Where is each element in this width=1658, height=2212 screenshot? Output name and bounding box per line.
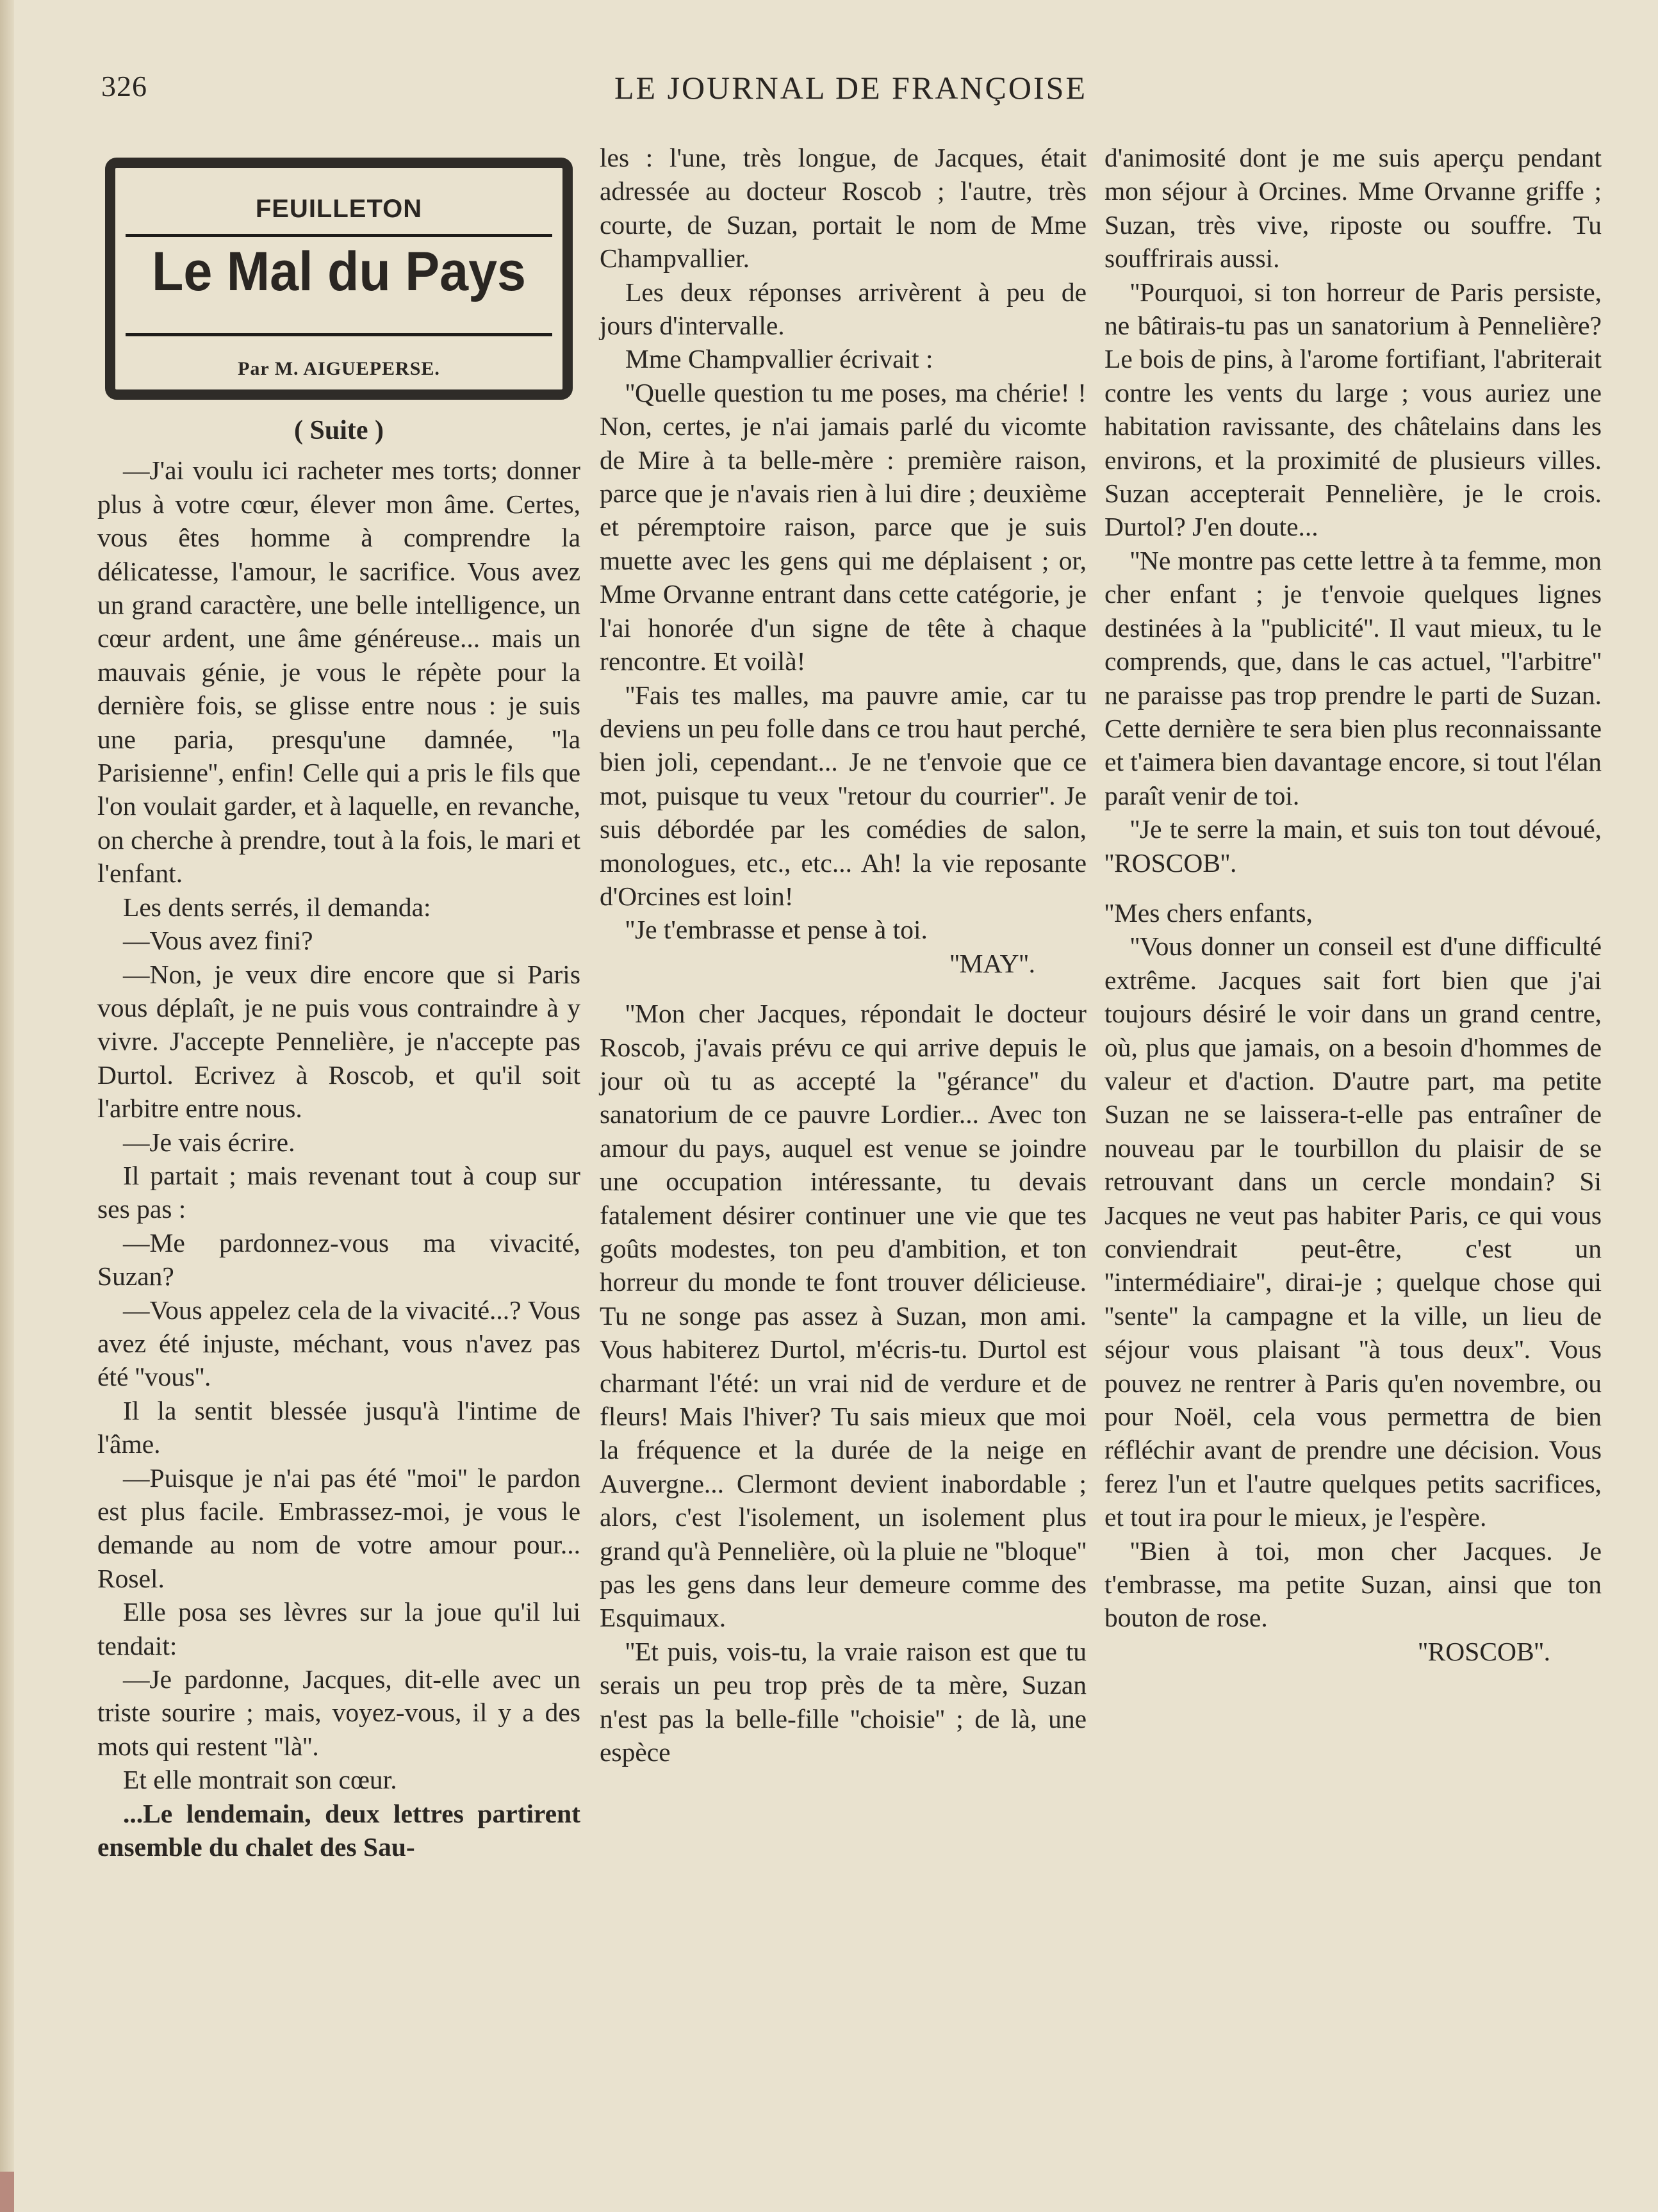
paragraph: Les dents serrés, il demanda: bbox=[123, 892, 431, 922]
paragraph: ''Bien à toi, mon cher Jacques. Je t'embrasse, ma petite Suzan, ainsi que ton bouton de rose. bbox=[1104, 1536, 1602, 1633]
page-header bbox=[101, 69, 1600, 114]
paragraph: ''Quelle question tu me poses, ma chérie! ! Non, certes, je n'ai jamais parlé du vicomte de Mire à ta belle-mère : première raison, parce que je n'avais rien à lui dire ; deuxième et péremptoire raison, parce que je suis muette avec les gens qui me déplaisent ; or, Mme Orvanne entrant dans cette catégorie, je l'ai honorée d'un signe de tête à chaque rencontre. Et voilà! bbox=[600, 377, 1087, 676]
paragraph: ''Vous donner un conseil est d'une difficulté extrême. Jacques sait fort bien que j'ai toujours désiré le voir dans un grand centre, où, plus que jamais, on a besoin d'hommes de valeur et d'action. D'autre part, ma petite Suzan ne se laissera-t-elle pas entraîner de nouveau par le tourbillon du plaisir de se retrouvant dans un cercle mondain? Si Jacques ne veut pas habiter Paris, ce qui vous conviendrait peut-être, c'est un ''intermédiaire'', dirai-je ; quelque chose qui ''sente'' la campagne et la ville, un lieu de séjour vous plaisant ''à tous deux''. Vous pouvez ne rentrer à Paris qu'en novembre, ou pour Noël, cela vous permettra de bien réfléchir avant de prendre une décision. Vous ferez l'un et l'autre quelques petits sacrifices, et tout ira pour le mieux, je l'espère. bbox=[1104, 931, 1602, 1532]
paragraph: Elle posa ses lèvres sur la joue qu'il lui tendait: bbox=[97, 1597, 580, 1660]
paragraph: ''Mes chers enfants, bbox=[1104, 897, 1313, 928]
feuilleton-rule-bottom bbox=[126, 333, 552, 336]
feuilleton-author: Par M. AIGUEPERSE. bbox=[238, 358, 440, 379]
paragraph: ...Le lendemain, deux lettres partirent ensemble du chalet des Sau- bbox=[97, 1798, 580, 1862]
paragraph: ''Mon cher Jacques, répondait le docteur Roscob, j'avais prévu ce qui arrive depuis le jour où tu as accepté la ''gérance'' du sanatorium de ce pauvre Lordier... Avec ton amour du pays, auquel est venue se joindre une occupation intéressante, tu devais fatalement désirer continuer une vie que tes goûts modestes, ton peu d'ambition, et ton horreur du monde te font trouver délicieuse. Tu ne songe pas assez à Suzan, mon ami. Vous habiterez Durtol, m'écris-tu. Durtol est charmant l'été: un vrai nid de verdure et de fleurs! Mais l'hiver? Tu sais mieux que moi la fréquence et la durée de la neige en Auvergne... Clermont devient inabordable ; alors, c'est l'isolement, un isolement plus grand qu'à Pennelière, où la pluie ne ''bloque'' pas les gens dans leur demeure comme des Esquimaux. bbox=[600, 999, 1087, 1633]
paragraph: Les deux réponses arrivèrent à peu de jours d'intervalle. bbox=[600, 277, 1087, 341]
feuilleton-label: FEUILLETON bbox=[255, 195, 423, 223]
paragraph: ''Pourquoi, si ton horreur de Paris persiste, ne bâtirais-tu pas un sanatorium à Pennelière? Le bois de pins, à l'arome fortifiant, l'abriterait contre les vents du large ; vous auriez une habitation ravissante, des châtelains dans les environs, et la proximité de plusieurs villes. Suzan accepterait Pennelière, je le crois. Durtol? J'en doute... bbox=[1104, 277, 1602, 542]
suite-label: ( Suite ) bbox=[294, 416, 384, 445]
paragraph: ''Fais tes malles, ma pauvre amie, car tu deviens un peu folle dans ce trou haut perché, bien joli, cependant... Je ne t'envoie que ce mot, puisque tu veux ''retour du courrier''. Je suis débordée par les comédies de salon, monologues, etc., etc... Ah! la vie reposante d'Orcines est loin! bbox=[600, 680, 1087, 911]
paragraph: ''Et puis, vois-tu, la vraie raison est que tu serais un peu trop près de ta mère, Suzan n'est pas la belle-fille ''choisie'' ; de là, une espèce bbox=[600, 1636, 1087, 1767]
paragraph: Et elle montrait son cœur. bbox=[123, 1765, 397, 1795]
page-number: 326 bbox=[101, 70, 147, 102]
paragraph: —Vous avez fini? bbox=[123, 926, 313, 956]
column-1 bbox=[97, 141, 580, 1864]
paragraph: —Je vais écrire. bbox=[123, 1127, 295, 1157]
page-edge bbox=[0, 0, 14, 2212]
paragraph: —Me pardonnez-vous ma vivacité, Suzan? bbox=[97, 1227, 580, 1291]
signature: ''MAY''. bbox=[949, 948, 1035, 978]
paragraph: ''Ne montre pas cette lettre à ta femme, mon cher enfant ; je t'envoie quelques lignes destinées à la ''publicité''. Il vaut mieux, tu le comprends, que, dans le cas actuel, ''l'arbitre'' ne paraisse pas trop prendre le parti de Suzan. Cette dernière te sera bien plus reconnaissante et t'aimera bien davantage encore, si tout l'élan paraît venir de toi. bbox=[1104, 545, 1602, 810]
paragraph: ''Je te serre la main, et suis ton tout dévoué, ''ROSCOB''. bbox=[1104, 814, 1602, 878]
feuilleton-title: Le Mal du Pays bbox=[151, 241, 527, 302]
paragraph: —Je pardonne, Jacques, dit-elle avec un triste sourire ; mais, voyez-vous, il y a des mots qui restent ''là''. bbox=[97, 1664, 580, 1761]
journal-title: LE JOURNAL DE FRANÇOISE bbox=[614, 70, 1087, 106]
feuilleton-rule-top bbox=[126, 234, 552, 237]
paragraph: les : l'une, très longue, de Jacques, était adressée au docteur Roscob ; l'autre, très courte, de Suzan, portait le nom de Mme Champvallier. bbox=[600, 143, 1087, 274]
paragraph: Il partait ; mais revenant tout à coup sur ses pas : bbox=[97, 1160, 580, 1224]
signature: ''ROSCOB''. bbox=[1418, 1636, 1550, 1666]
paragraph: —J'ai voulu ici racheter mes torts; donner plus à votre cœur, élever mon âme. Certes, vous êtes homme à comprendre la délicatesse, l'amour, le sacrifice. Vous avez un grand caractère, une belle intelligence, un cœur ardent, une âme généreuse... mais un mauvais génie, je vous le répète pour la dernière fois, se glisse entre nous : je suis une paria, presqu'une damnée, ''la Parisienne'', enfin! Celle qui a pris le fils que l'on voulait garder, et à laquelle, en revanche, on cherche à prendre, tout à la fois, le mari et l'enfant. bbox=[97, 455, 580, 889]
column-2 bbox=[600, 141, 1087, 1769]
feuilleton-box bbox=[97, 147, 580, 410]
column-3 bbox=[1104, 141, 1602, 1668]
paragraph: —Puisque je n'ai pas été ''moi'' le pardon est plus facile. Embrassez-moi, je vous le demande au nom de votre amour pour... Rosel. bbox=[97, 1462, 580, 1593]
paragraph: d'animosité dont je me suis aperçu pendant mon séjour à Orcines. Mme Orvanne griffe ; Suzan, très vive, riposte ou souffre. Tu souffrirais aussi. bbox=[1104, 143, 1602, 274]
page-edge-tab bbox=[0, 2172, 14, 2212]
paragraph: Il la sentit blessée jusqu'à l'intime de l'âme. bbox=[97, 1395, 580, 1459]
paragraph: ''Je t'embrasse et pense à toi. bbox=[625, 915, 928, 945]
paragraph: Mme Champvallier écrivait : bbox=[625, 344, 933, 374]
paragraph: —Vous appelez cela de la vivacité...? Vous avez été injuste, méchant, vous n'avez pas été ''vous''. bbox=[97, 1295, 580, 1392]
paragraph: —Non, je veux dire encore que si Paris vous déplaît, je ne puis vous contraindre à y vivre. J'accepte Pennelière, je n'accepte pas Durtol. Ecrivez à Roscob, et qu'il soit l'arbitre entre nous. bbox=[97, 959, 580, 1124]
